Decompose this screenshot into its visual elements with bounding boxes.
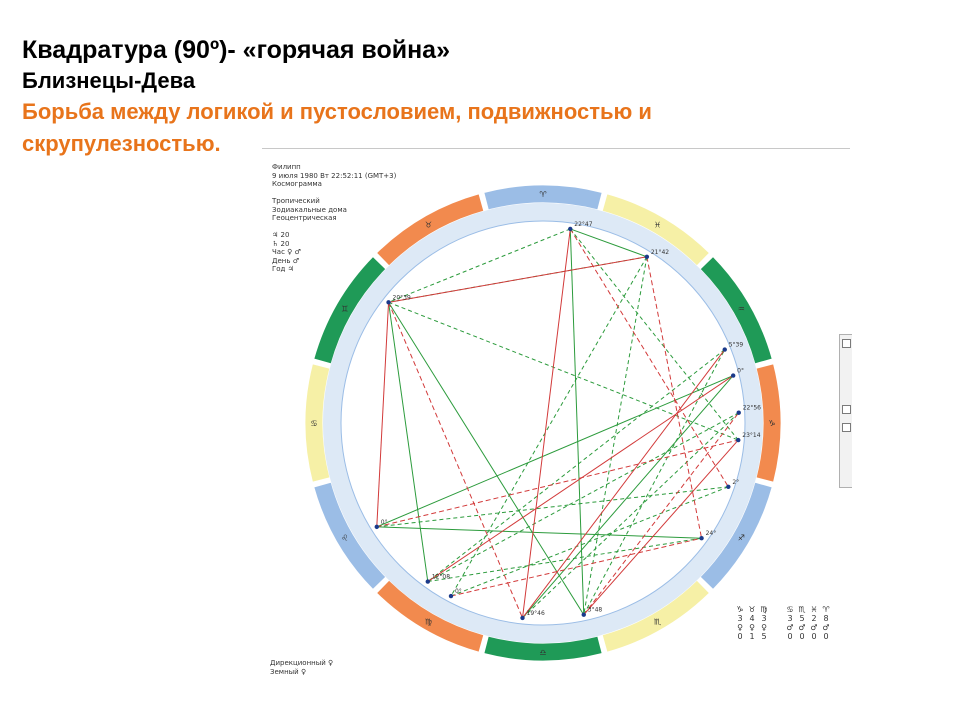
planet-marker	[568, 227, 572, 231]
planet-degree-label: 22°47	[574, 220, 593, 228]
elements-cell: 1	[749, 632, 755, 641]
planet-degree-label: 0°	[737, 367, 745, 375]
planet-marker	[723, 347, 727, 351]
planet-marker	[386, 300, 390, 304]
info-line: ♄ 20	[272, 239, 290, 248]
info-line: Геоцентрическая	[272, 214, 337, 222]
elements-cell: 0	[823, 632, 829, 641]
chart-info	[272, 163, 396, 274]
elements-group-right	[784, 605, 832, 641]
slide-subtitle: Близнецы-Дева	[22, 68, 196, 93]
planet-degree-label: 0°	[454, 588, 462, 596]
widget-button-mid[interactable]	[842, 405, 851, 414]
planet-degree-label: 3°48	[587, 606, 603, 614]
elements-cell: ♈	[822, 605, 830, 614]
info-line: Космограмма	[272, 180, 322, 188]
planet-degree-label: 19°46	[526, 609, 545, 617]
planet-degree-label: 2°	[732, 478, 740, 486]
elements-cell: 3	[737, 614, 743, 623]
elements-cell: ♂	[798, 623, 806, 632]
inner-circle	[341, 221, 745, 625]
elements-cell: ♑	[736, 605, 744, 614]
elements-row	[734, 632, 770, 641]
planet-degree-label: 5°39	[728, 341, 744, 349]
elements-cell: 3	[761, 614, 767, 623]
elements-row	[734, 605, 770, 614]
elements-group-left	[734, 605, 770, 641]
widget-button-top[interactable]	[842, 339, 851, 348]
planet-marker	[426, 579, 430, 583]
widget-button-low[interactable]	[842, 423, 851, 432]
planet-marker	[520, 616, 524, 620]
planet-marker	[582, 613, 586, 617]
zodiac-glyph: ♎	[539, 648, 547, 657]
planet-marker	[375, 525, 379, 529]
info-line	[272, 223, 396, 232]
elements-row	[784, 623, 832, 632]
elements-cell: 5	[761, 632, 767, 641]
elements-cell: ♓	[810, 605, 818, 614]
zodiac-glyph: ♉	[424, 220, 433, 230]
elements-table	[734, 605, 846, 641]
planet-marker	[731, 373, 735, 377]
elements-cell: ♉	[748, 605, 756, 614]
elements-cell: 3	[787, 614, 793, 623]
elements-cell: 5	[799, 614, 805, 623]
planet-marker	[645, 255, 649, 259]
planet-marker	[737, 411, 741, 415]
planet-degree-label: 12°08	[431, 573, 451, 581]
info-line: 9 июля 1980 Вт 22:52:11 (GMT+3)	[272, 171, 397, 180]
zodiac-glyph: ♌	[341, 533, 349, 543]
info-line: Час ♀ ♂	[272, 248, 301, 256]
elements-row	[784, 605, 832, 614]
elements-cell: ♂	[786, 623, 794, 632]
elements-cell: ♂	[810, 623, 818, 632]
info-line: Зодиакальные дома	[272, 205, 347, 214]
zodiac-glyph: ♏	[653, 617, 662, 627]
chart-legend	[270, 659, 333, 677]
elements-row	[734, 623, 770, 632]
side-scroll-widget[interactable]	[839, 334, 852, 488]
info-line: День ♂	[272, 256, 299, 265]
elements-cell: 0	[737, 632, 743, 641]
planet-degree-label: 23°14	[742, 432, 761, 440]
zodiac-glyph: ♓	[653, 220, 662, 230]
planet-marker	[726, 485, 730, 489]
elements-cell: 0	[787, 632, 793, 641]
planet-marker	[449, 594, 453, 598]
elements-cell: 0	[799, 632, 805, 641]
planet-degree-label: 24°	[705, 530, 717, 538]
zodiac-glyph: ♈	[539, 190, 547, 199]
elements-cell: 2	[811, 614, 817, 623]
zodiac-glyph: ♒	[737, 304, 745, 314]
info-line: Тропический	[272, 197, 320, 205]
zodiac-glyph: ♊	[341, 304, 349, 314]
planet-degree-label: 0°	[380, 518, 388, 526]
zodiac-glyph: ♍	[424, 617, 433, 627]
elements-row	[784, 632, 832, 641]
natal-chart-panel	[262, 148, 850, 679]
elements-cell: 0	[811, 632, 817, 641]
planet-marker	[699, 536, 703, 540]
elements-row	[784, 614, 832, 623]
elements-cell: ♍	[760, 605, 768, 614]
planet-degree-label: 22°56	[742, 404, 762, 412]
zodiac-glyph: ♑	[768, 419, 776, 428]
zodiac-glyph: ♋	[310, 419, 318, 428]
elements-row	[734, 614, 770, 623]
planet-degree-label: 21°42	[650, 248, 670, 256]
elements-cell: 4	[749, 614, 755, 623]
planet-marker	[736, 438, 740, 442]
legend-line: Дирекционный ♀	[270, 659, 334, 667]
legend-line: Земный ♀	[270, 668, 307, 676]
info-line: Год ♃	[272, 265, 294, 273]
zodiac-glyph: ♐	[737, 533, 745, 543]
elements-cell: ♀	[737, 623, 743, 632]
elements-cell: 8	[823, 614, 829, 623]
info-line	[272, 189, 396, 198]
planet-degree-label: 20°39	[392, 294, 411, 302]
elements-cell: ♂	[822, 623, 830, 632]
elements-cell: ♋	[786, 605, 794, 614]
slide-title: Квадратура (90º)- «горячая война»	[22, 36, 450, 64]
elements-cell: ♀	[749, 623, 755, 632]
slide-header	[22, 34, 842, 160]
info-line: ♃ 20	[272, 231, 290, 239]
elements-cell: ♏	[798, 605, 806, 614]
elements-cell: ♀	[761, 623, 767, 632]
slide-description: Борьба между логикой и пустословием, подвижностью и скрупулезностью.	[22, 99, 652, 156]
info-line: Филипп	[272, 163, 301, 171]
